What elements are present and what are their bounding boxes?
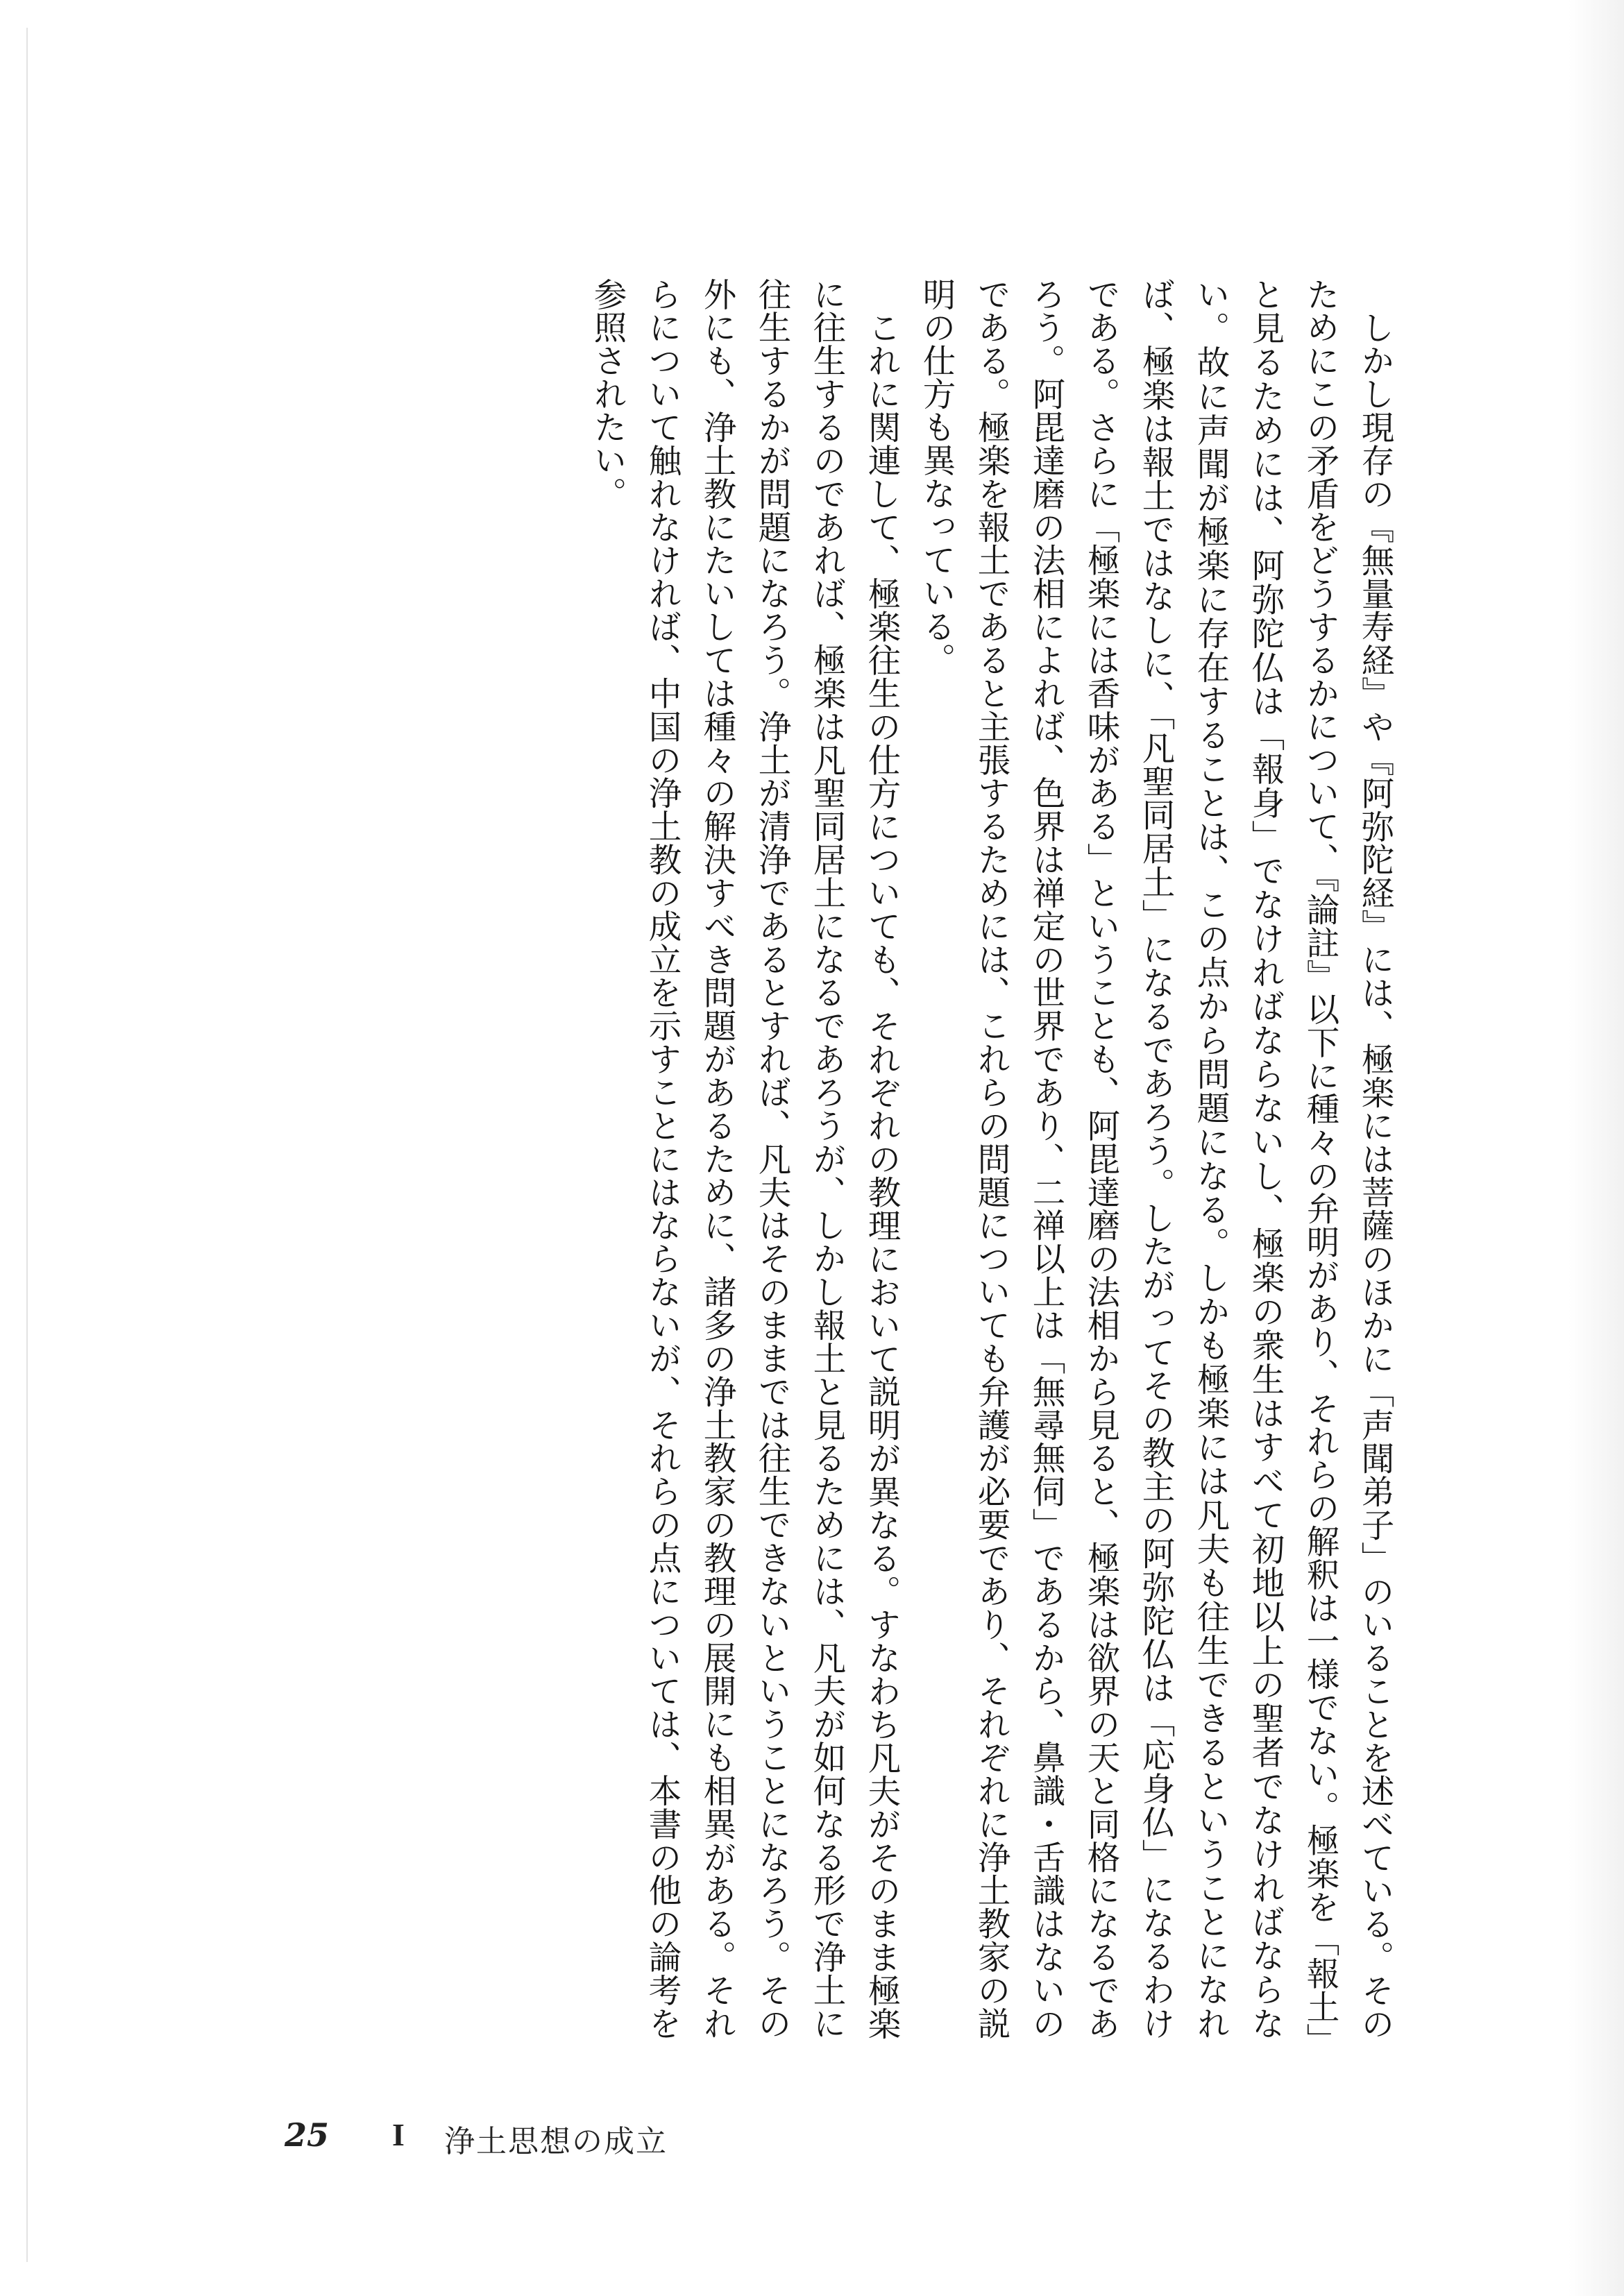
page-footer [0, 2116, 1624, 2172]
part-numeral: I [392, 2117, 405, 2152]
page-number: 25 [285, 2116, 330, 2154]
running-title: 浄土思想の成立 [444, 2124, 668, 2159]
paragraph-1: しかし現存の『無量寿経』や『阿弥陀経』には、極楽には菩薩のほかに「声聞弟子」のいることを述べている。そのためにこの矛盾をどうするかについて、『論註』以下に種々の弁明があり、それらの解釈は一様でない。極楽を「報土」と見るためには、阿弥陀仏は「報身」でなければならないし、極楽の衆生はすべて初地以上の聖者でなければならない。故に声聞が極楽に存在することは、この点から問題になる。しかも極楽には凡夫も往生できるということになれば、極楽は報土ではなしに、「凡聖同居土」になるであろう。したがってその教主の阿弥陀仏は「応身仏」になるわけである。さらに「極楽には香味がある」ということも、阿毘達磨の法相から見ると、極楽は欲界の天と同格になるであろう。阿毘達磨の法相によれば、色界は禅定の世界であり、二禅以上は「無尋無伺」であるから、鼻識・舌識はないのである。極楽を報土であると主張するためには、これらの問題についても弁護が必要であり、それぞれに浄土教家の説明の仕方も異なっている。 [917, 278, 1394, 2040]
paragraph-2: これに関連して、極楽往生の仕方についても、それぞれの教理において説明が異なる。すなわち凡夫がそのまま極楽に往生するのであれば、極楽は凡聖同居土になるであろうが、しかし報土と見るためには、凡夫が如何なる形で浄土に往生するかが問題になろう。浄土が清浄であるとすれば、凡夫はそのままでは往生できないということになろう。その外にも、浄土教にたいしては種々の解決すべき問題があるために、諸多の浄土教家の教理の展開にも相異がある。それらについて触れなければ、中国の浄土教の成立を示すことにはならないが、それらの点については、本書の他の論考を参照されたい。 [588, 278, 900, 2040]
scan-artifact-left [26, 28, 28, 2262]
body-text [257, 278, 1402, 2040]
scan-artifact-right-edge [1568, 0, 1624, 2296]
